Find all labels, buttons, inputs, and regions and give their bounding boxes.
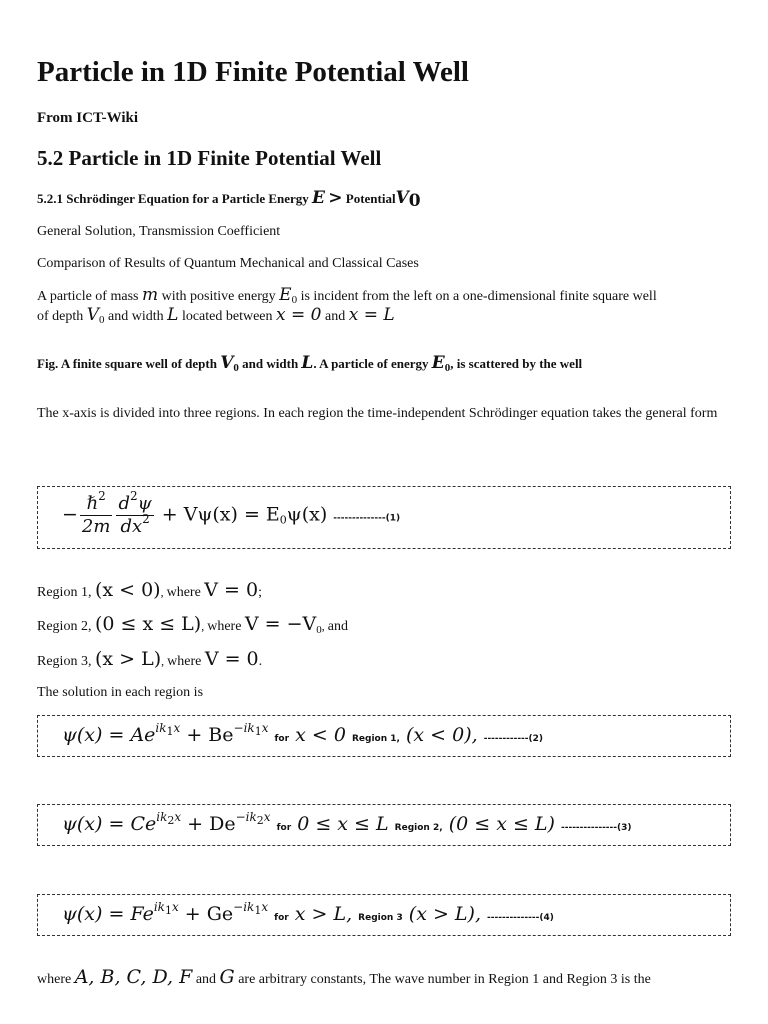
equation-4-tag: --------------(4) (487, 913, 554, 923)
equation-1-box (37, 486, 731, 549)
solution-intro: The solution in each region is (37, 685, 204, 700)
regions-intro: The x-axis is divided into three regions. In each region the time-independent Schrödinger equation takes the general form (37, 406, 718, 421)
region-2-line: Region 2, (0 ≤ x ≤ L), where $V = -V_0$, and (37, 613, 348, 636)
intro-paragraph: A particle of mass m with positive energy $E_0$ is incident from the left on a one-dimensional finite square well of depth $V_0$ and width L located between x = 0 and x = L (37, 285, 657, 326)
figure-caption: Fig. A finite square well of depth $V_0$ and width L. A particle of energy $E_0$, is scattered by the well (37, 353, 583, 374)
equation-2: $\psi(x) = Ae^{ik_1x} + Be^{-ik_1x}$ for x < 0 Region 1, (x < 0), ------------(2) (62, 721, 544, 746)
equation-1: − $\frac{\hbar^2}{2m}$ $\frac{d^2\psi}{dx^2}$ + $V\psi(x) = E_0\psi(x)$ --------------(1) (62, 489, 401, 537)
equation-4-box (37, 894, 731, 936)
page-title: Particle in 1D Finite Potential Well (37, 56, 469, 88)
subsection-heading: 5.2.1 Schrödinger Equation for a Particle Energy E > PotentialV$_0$ (37, 188, 421, 211)
constants-line: where A, B, C, D, F and G are arbitrary constants, The wave number in Region 1 and Region 3 is the (37, 966, 651, 988)
equation-4: $\psi(x) = Fe^{ik_1x} + Ge^{-ik_1x}$ for x > L, Region 3 (x > L), --------------(4) (62, 900, 554, 925)
region-1-line: Region 1, (x < 0), where V = 0; (37, 579, 262, 601)
equation-3-box (37, 804, 731, 846)
equation-2-box (37, 715, 731, 757)
equation-3-tag: ---------------(3) (560, 823, 632, 833)
comparison-line: Comparison of Results of Quantum Mechanical and Classical Cases (37, 256, 419, 271)
equation-3: $\psi(x) = Ce^{ik_2x} + De^{-ik_2x}$ for 0 ≤ x ≤ L Region 2, (0 ≤ x ≤ L) ---------------(3) (62, 810, 632, 835)
region-3-line: Region 3, (x > L), where V = 0. (37, 648, 263, 670)
equation-1-tag: --------------(1) (333, 513, 401, 524)
section-title: 5.2 Particle in 1D Finite Potential Well (37, 146, 382, 170)
equation-2-tag: ------------(2) (483, 734, 544, 744)
general-solution-line: General Solution, Transmission Coefficient (37, 224, 281, 239)
source-line: From ICT-Wiki (37, 110, 138, 126)
